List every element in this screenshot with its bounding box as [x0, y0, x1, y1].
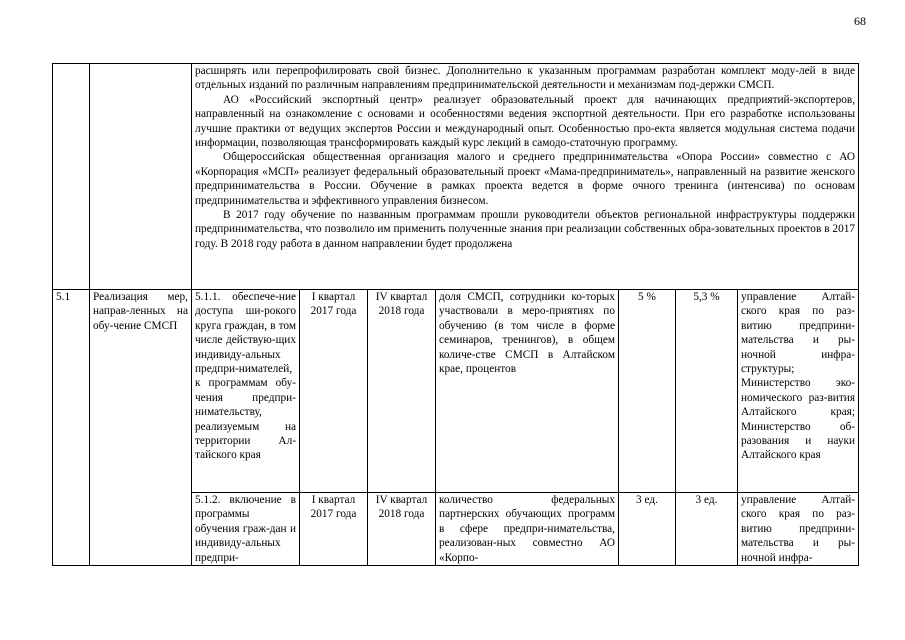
- value-2017-5-1-1: 5 %: [619, 290, 676, 493]
- empty-measure-cell: [90, 64, 192, 290]
- page-number: 68: [854, 14, 866, 28]
- action-5-1-2: [192, 493, 300, 566]
- intro-paragraph-2: АО «Российский экспортный центр» реализует образовательный проект для начинающих предприятий-экспортеров, направленный на ознакомление с основами и особенностями ведения экспортной деятельности. При его разработке использованы лучшие практики от ведущих экспертов России и международный опыт. Особенностью про-екта является модульная система подачи информации, позволяющая трансформировать каждый курс лекций в самодо-статочную программу.: [195, 93, 856, 150]
- intro-text-cell: [192, 64, 859, 290]
- indicator-5-1-2-text: количество федеральных партнерских обучающих программ в сфере предпри-нимательства, реализован-ных совместно АО «Корпо-: [439, 494, 615, 564]
- empty-number-cell: [53, 64, 90, 290]
- intro-paragraph-3: Общероссийская общественная организация малого и среднего предпринимательства «Опора России» совместно с АО «Корпорация «МСП» реализует федеральный образовательный проект «Мама-предприниматель», направленный на развитие женского предпринимательства в России. Обучение в рамках проекта ведется в форме очного тренинга (интенсива) по основам предпринимательства и эффективного управления бизнесом.: [195, 151, 856, 207]
- value-2018-5-1-2: 3 ед.: [676, 493, 738, 566]
- start-date-5-1-1: I квартал 2017 года: [300, 290, 368, 493]
- action-5-1-2-text: 5.1.2. включение в программы обучения граж-дан и индивиду-альных предпри-: [195, 494, 296, 564]
- start-date-5-1-2: I квартал 2017 года: [300, 493, 368, 566]
- end-date-5-1-2: IV квартал 2018 года: [368, 493, 436, 566]
- end-date-5-1-1: IV квартал 2018 года: [368, 290, 436, 493]
- responsible-5-1-1: управление Алтай-ского края по раз-витию предприни-мательства и ры-ночной инфра-структуры; Министерство эко-номического раз-вития Алтайского края; Министерство об-разования и науки Алтайского края: [738, 290, 859, 493]
- value-2017-5-1-2: 3 ед.: [619, 493, 676, 566]
- measure-row-5-1-1: [53, 290, 859, 493]
- indicator-5-1-1: доля СМСП, сотрудники ко-торых участвовали в меро-приятиях по обучению (в том числе в форме семинаров, тренингов), в общем количе-стве СМСП в Алтайском крае, процентов: [436, 290, 619, 493]
- measure-name: Реализация мер, направ-ленных на обу-чение СМСП: [90, 290, 192, 566]
- action-5-1-1: 5.1.1. обеспече-ние доступа ши-рокого круга граждан, в том числе действую-щих индивиду-альных предпри-нимателей, к программам обу-чения предпри-нимательству, реализуемым на территории Ал-тайского края: [192, 290, 300, 493]
- responsible-5-1-2: [738, 493, 859, 566]
- responsible-5-1-2-text: управление Алтай-ского края по раз-витию предприни-мательства и ры-ночной инфра-: [741, 494, 856, 564]
- indicator-5-1-2: [436, 493, 619, 566]
- intro-paragraph-4: В 2017 году обучение по названным программам прошли руководители объектов региональной инфраструктуры поддержки предпринимательства, что позволило им применить полученные знания при реализации собственных обра-зовательных проектов в 2017 году. В 2018 году работа в данном направлении будет продолжена: [195, 209, 856, 250]
- continuation-row: [53, 64, 859, 290]
- value-2018-5-1-1: 5,3 %: [676, 290, 738, 493]
- intro-paragraph-1: расширять или перепрофилировать свой бизнес. Дополнительно к указанным программам разработан комплект моду-лей в виде отдельных изданий по различным направлениям предпринимательской деятельности и механизмам под-держки СМСП.: [195, 65, 856, 92]
- row-number: 5.1: [53, 290, 90, 566]
- measures-table: [52, 63, 859, 566]
